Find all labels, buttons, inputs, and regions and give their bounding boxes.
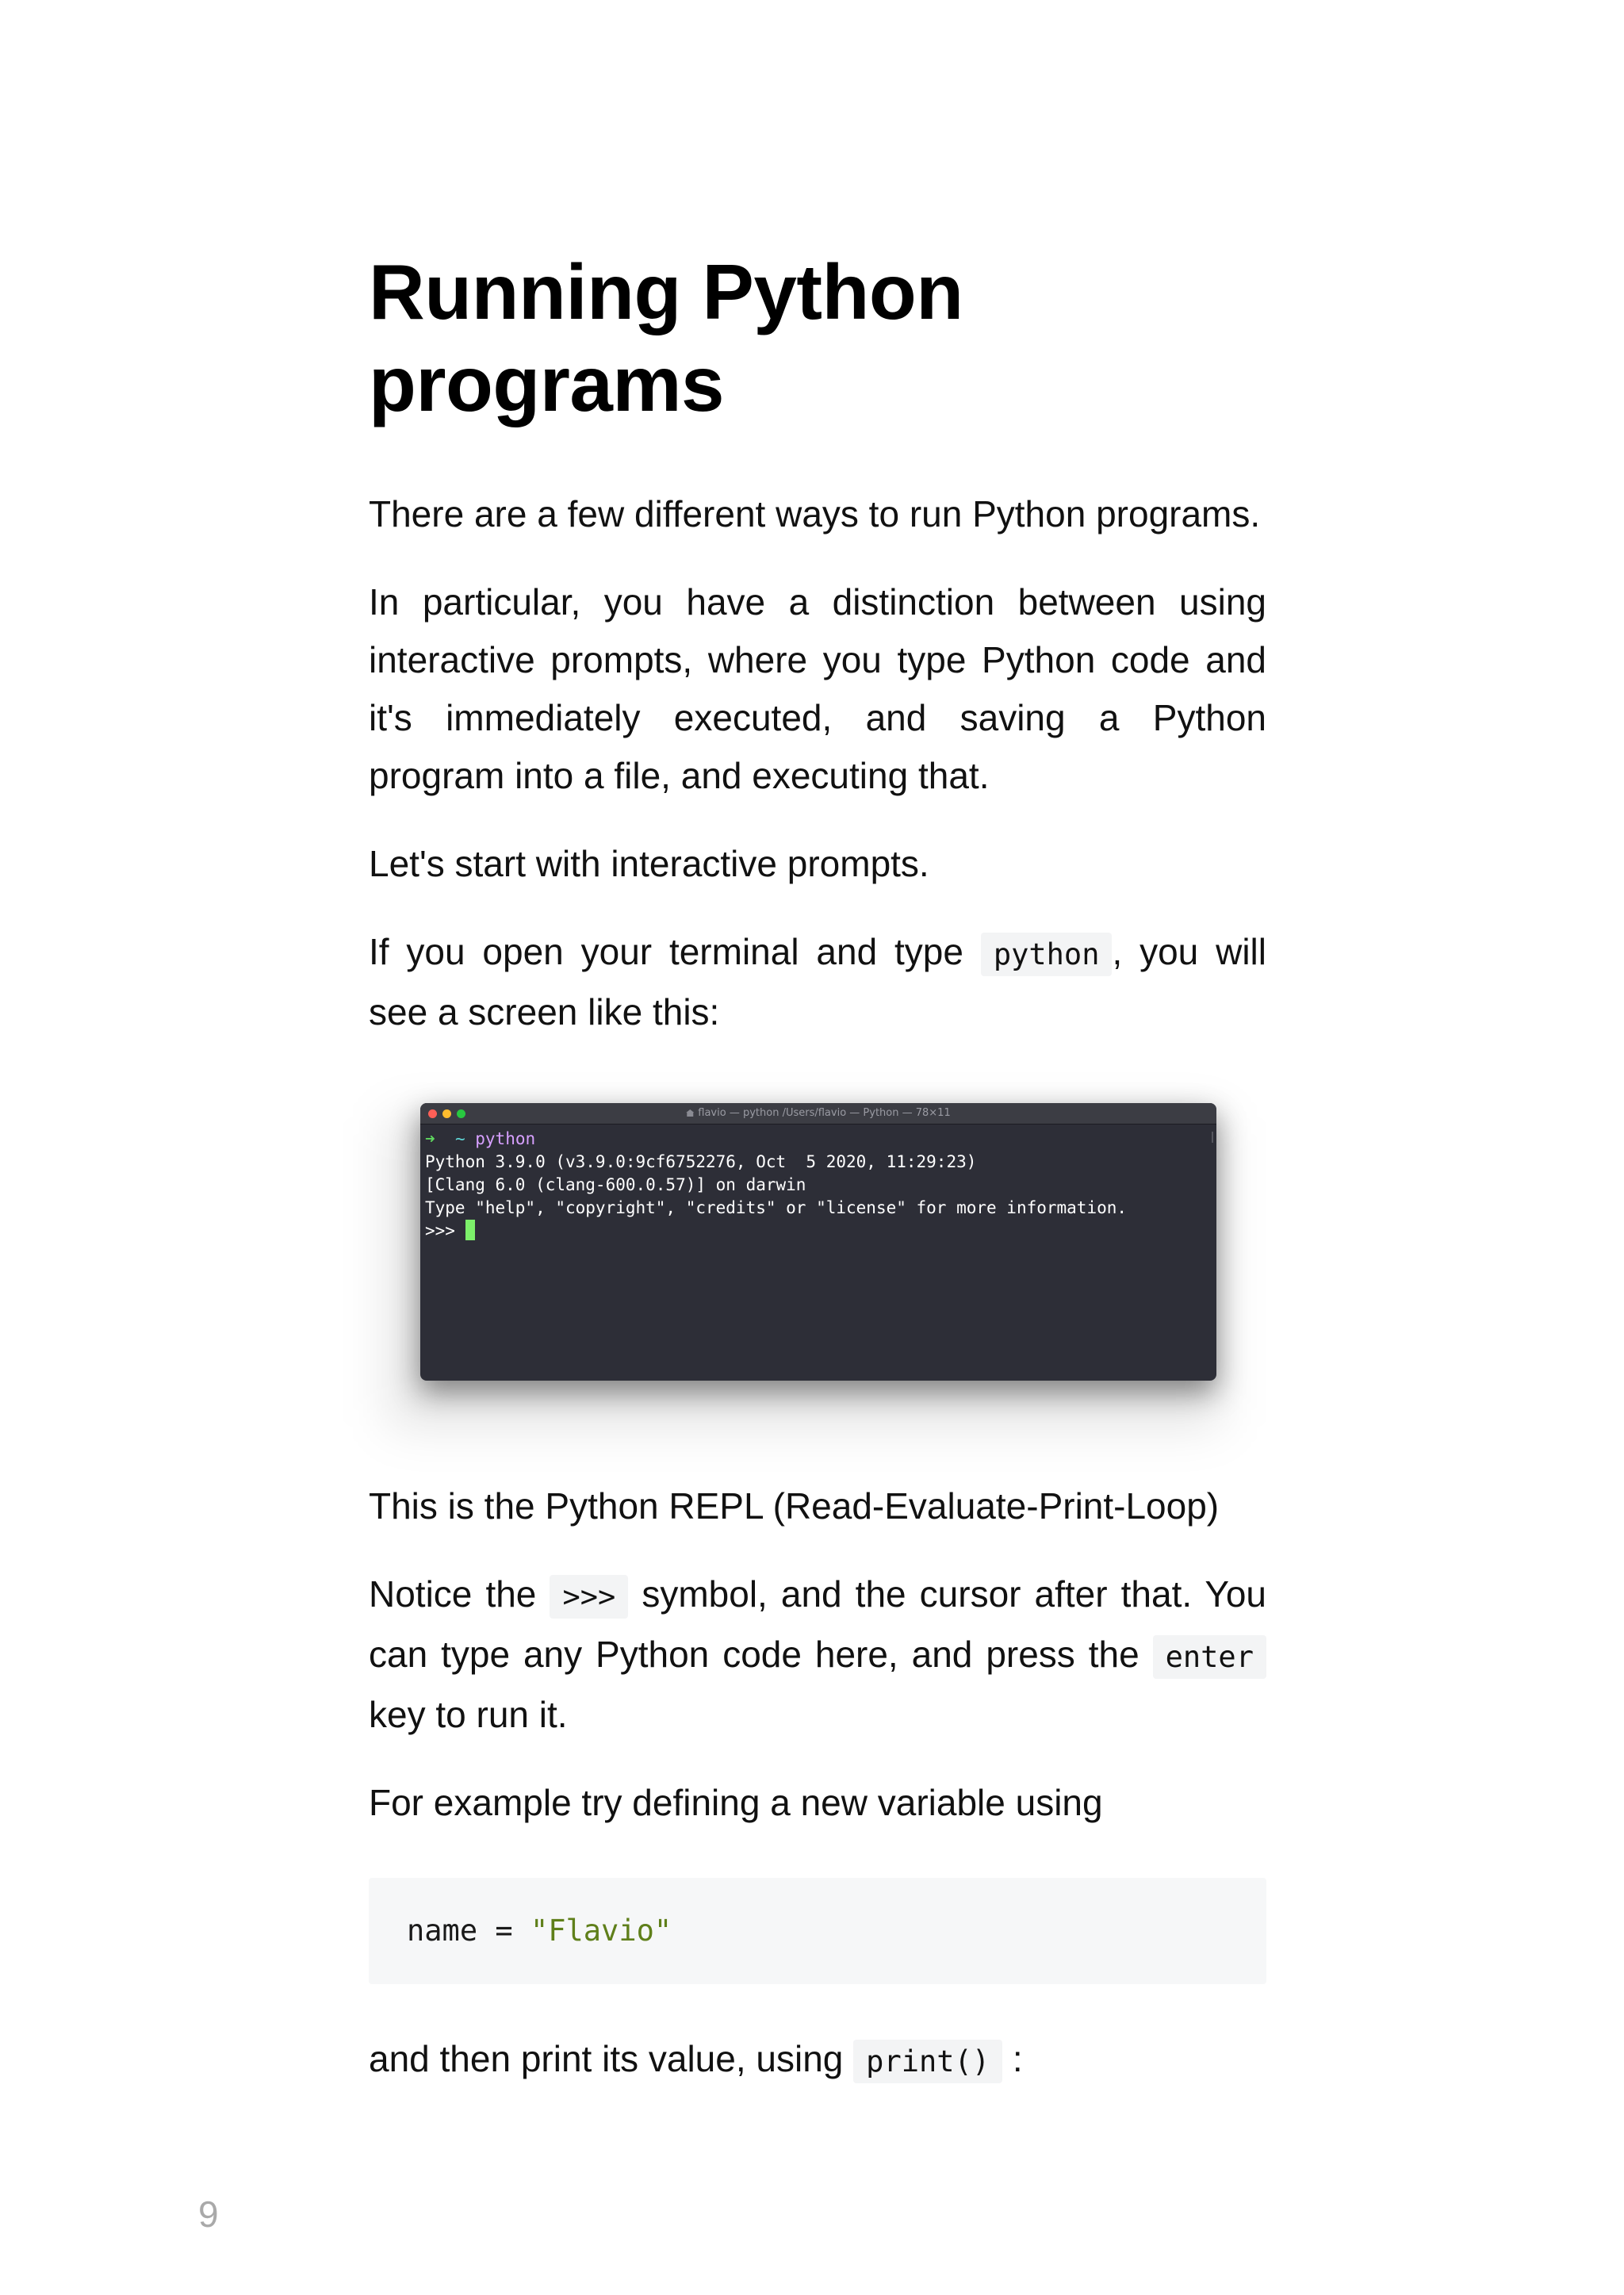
- terminal-line-help: Type "help", "copyright", "credits" or "license" for more information.: [425, 1198, 1128, 1217]
- notice-paragraph: Notice the >>> symbol, and the cursor after that. You can type any Python code here, and press the enter key to run it.: [369, 1573, 1266, 1735]
- inline-code-print: print(): [853, 2040, 1002, 2083]
- code-block: name = "Flavio": [369, 1878, 1266, 1984]
- page-number: 9: [198, 2193, 219, 2235]
- terminal-output: ➜ ~ python Python 3.9.0 (v3.9.0:9cf6752276, Oct 5 2020, 11:29:23) [Clang 6.0 (clang-600.0.57)] on darwin Type "help", "copyright", "credits" or "license" for more information. >>>: [425, 1129, 1128, 1240]
- terminal-line-version: Python 3.9.0 (v3.9.0:9cf6752276, Oct 5 2020, 11:29:23): [425, 1152, 977, 1171]
- repl-prompt: >>>: [425, 1221, 465, 1240]
- terminal-paragraph: If you open your terminal and type python , you will see a screen like this:: [369, 931, 1266, 1033]
- inline-code-prompt: >>>: [550, 1575, 628, 1619]
- home-icon: [686, 1109, 694, 1117]
- terminal-screenshot: [369, 1103, 1266, 1436]
- page-content: [369, 246, 1266, 2090]
- inline-code-enter: enter: [1153, 1635, 1266, 1679]
- page-title: Running Python programs: [369, 248, 963, 427]
- example-paragraph: For example try defining a new variable using: [369, 1782, 1103, 1823]
- terminal-line-clang: [Clang 6.0 (clang-600.0.57)] on darwin: [425, 1175, 806, 1194]
- inline-code-python: python: [981, 933, 1113, 976]
- print-paragraph: and then print its value, using print() :: [369, 2030, 1266, 2090]
- code-string: "Flavio": [530, 1914, 672, 1948]
- terminal-title: flavio — python /Users/flavio — Python — 78×11: [698, 1107, 951, 1119]
- repl-paragraph: This is the Python REPL (Read-Evaluate-Print-Loop): [369, 1485, 1220, 1527]
- terminal-cursor: [465, 1220, 475, 1240]
- distinction-paragraph: In particular, you have a distinction between using interactive prompts, where you type Python code and it's immediately executed, and saving a Python program into a file, and executing that.: [369, 581, 1266, 796]
- terminal-titlebar: [420, 1103, 1216, 1125]
- intro-paragraph: There are a few different ways to run Python programs.: [369, 493, 1261, 534]
- interactive-intro-paragraph: Let's start with interactive prompts.: [369, 843, 929, 884]
- terminal-window: [420, 1103, 1216, 1381]
- scroll-indicator: [1212, 1132, 1213, 1143]
